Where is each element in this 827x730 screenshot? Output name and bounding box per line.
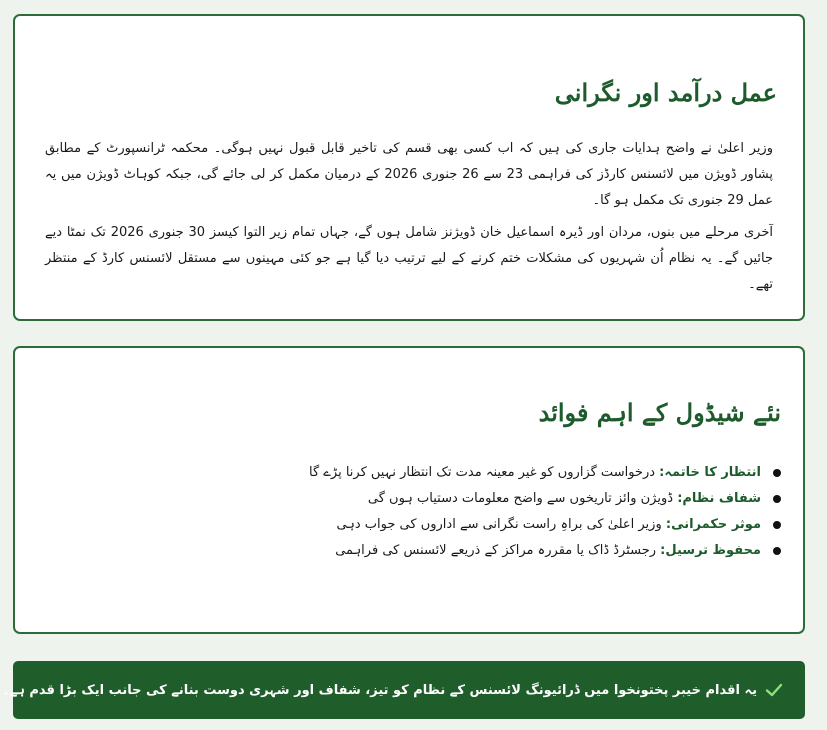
banner-text: یہ اقدام خیبر پختونخوا میں ڈرائیونگ لائسنس کے نظام کو تیز، شفاف اور شہری دوست بنانے کی جانب ایک بڑا قدم ہے۔ <box>2 682 757 698</box>
implementation-paragraph-1: وزیر اعلیٰ نے واضح ہدایات جاری کی ہیں کہ اب کسی بھی قسم کی تاخیر قابل قبول نہیں ہوگی۔ محکمہ ٹرانسپورٹ کے مطابق پشاور ڈویژن میں لائسنس کارڈز کی فراہمی 23 سے 26 جنوری 2026 کے درمیان مکمل کر لی جائے گی، جبکہ کوہاٹ ڈویژن میں یہ عمل 29 جنوری تک مکمل ہو گا۔ <box>45 141 773 208</box>
benefit-title: محفوظ ترسیل: <box>660 543 761 558</box>
benefits-list <box>45 460 783 564</box>
benefits-section <box>13 346 805 634</box>
bullet-icon <box>773 495 781 503</box>
implementation-title: عمل درآمد اور نگرانی <box>554 78 777 107</box>
benefit-description: درخواست گزاروں کو غیر معینہ مدت تک انتظار نہیں کرنا پڑے گا <box>309 465 660 480</box>
benefit-title: انتظار کا خاتمہ: <box>659 465 761 480</box>
benefits-title: نئے شیڈول کے اہم فوائد <box>538 398 781 427</box>
check-icon <box>765 681 783 699</box>
benefit-title: موثر حکمرانی: <box>665 517 761 532</box>
bullet-icon <box>773 469 781 477</box>
implementation-section <box>13 14 805 321</box>
summary-banner <box>2 661 805 719</box>
benefit-description: رجسٹرڈ ڈاک یا مقررہ مراکز کے ذریعے لائسنس کی فراہمی <box>335 543 661 558</box>
bullet-icon <box>773 547 781 555</box>
benefit-title: شفاف نظام: <box>677 491 761 506</box>
list-item <box>45 512 783 538</box>
implementation-paragraph-2: آخری مرحلے میں بنوں، مردان اور ڈیرہ اسماعیل خان ڈویژنز شامل ہوں گے، جہاں تمام زیر التوا کیسز 30 جنوری 2026 تک نمٹا دیے جائیں گے۔ یہ نظام اُن شہریوں کی مشکلات ختم کرنے کے لیے ترتیب دیا گیا ہے جو کئی مہینوں سے مستقل لائسنس کارڈ کے منتظر تھے۔ <box>45 225 773 292</box>
list-item <box>45 460 783 486</box>
benefit-description: وزیر اعلیٰ کی براہِ راست نگرانی سے اداروں کی جواب دہی <box>336 517 666 532</box>
benefit-description: ڈویژن وائز تاریخوں سے واضح معلومات دستیاب ہوں گی <box>367 491 678 506</box>
list-item <box>45 538 783 564</box>
list-item <box>45 486 783 512</box>
bullet-icon <box>773 521 781 529</box>
